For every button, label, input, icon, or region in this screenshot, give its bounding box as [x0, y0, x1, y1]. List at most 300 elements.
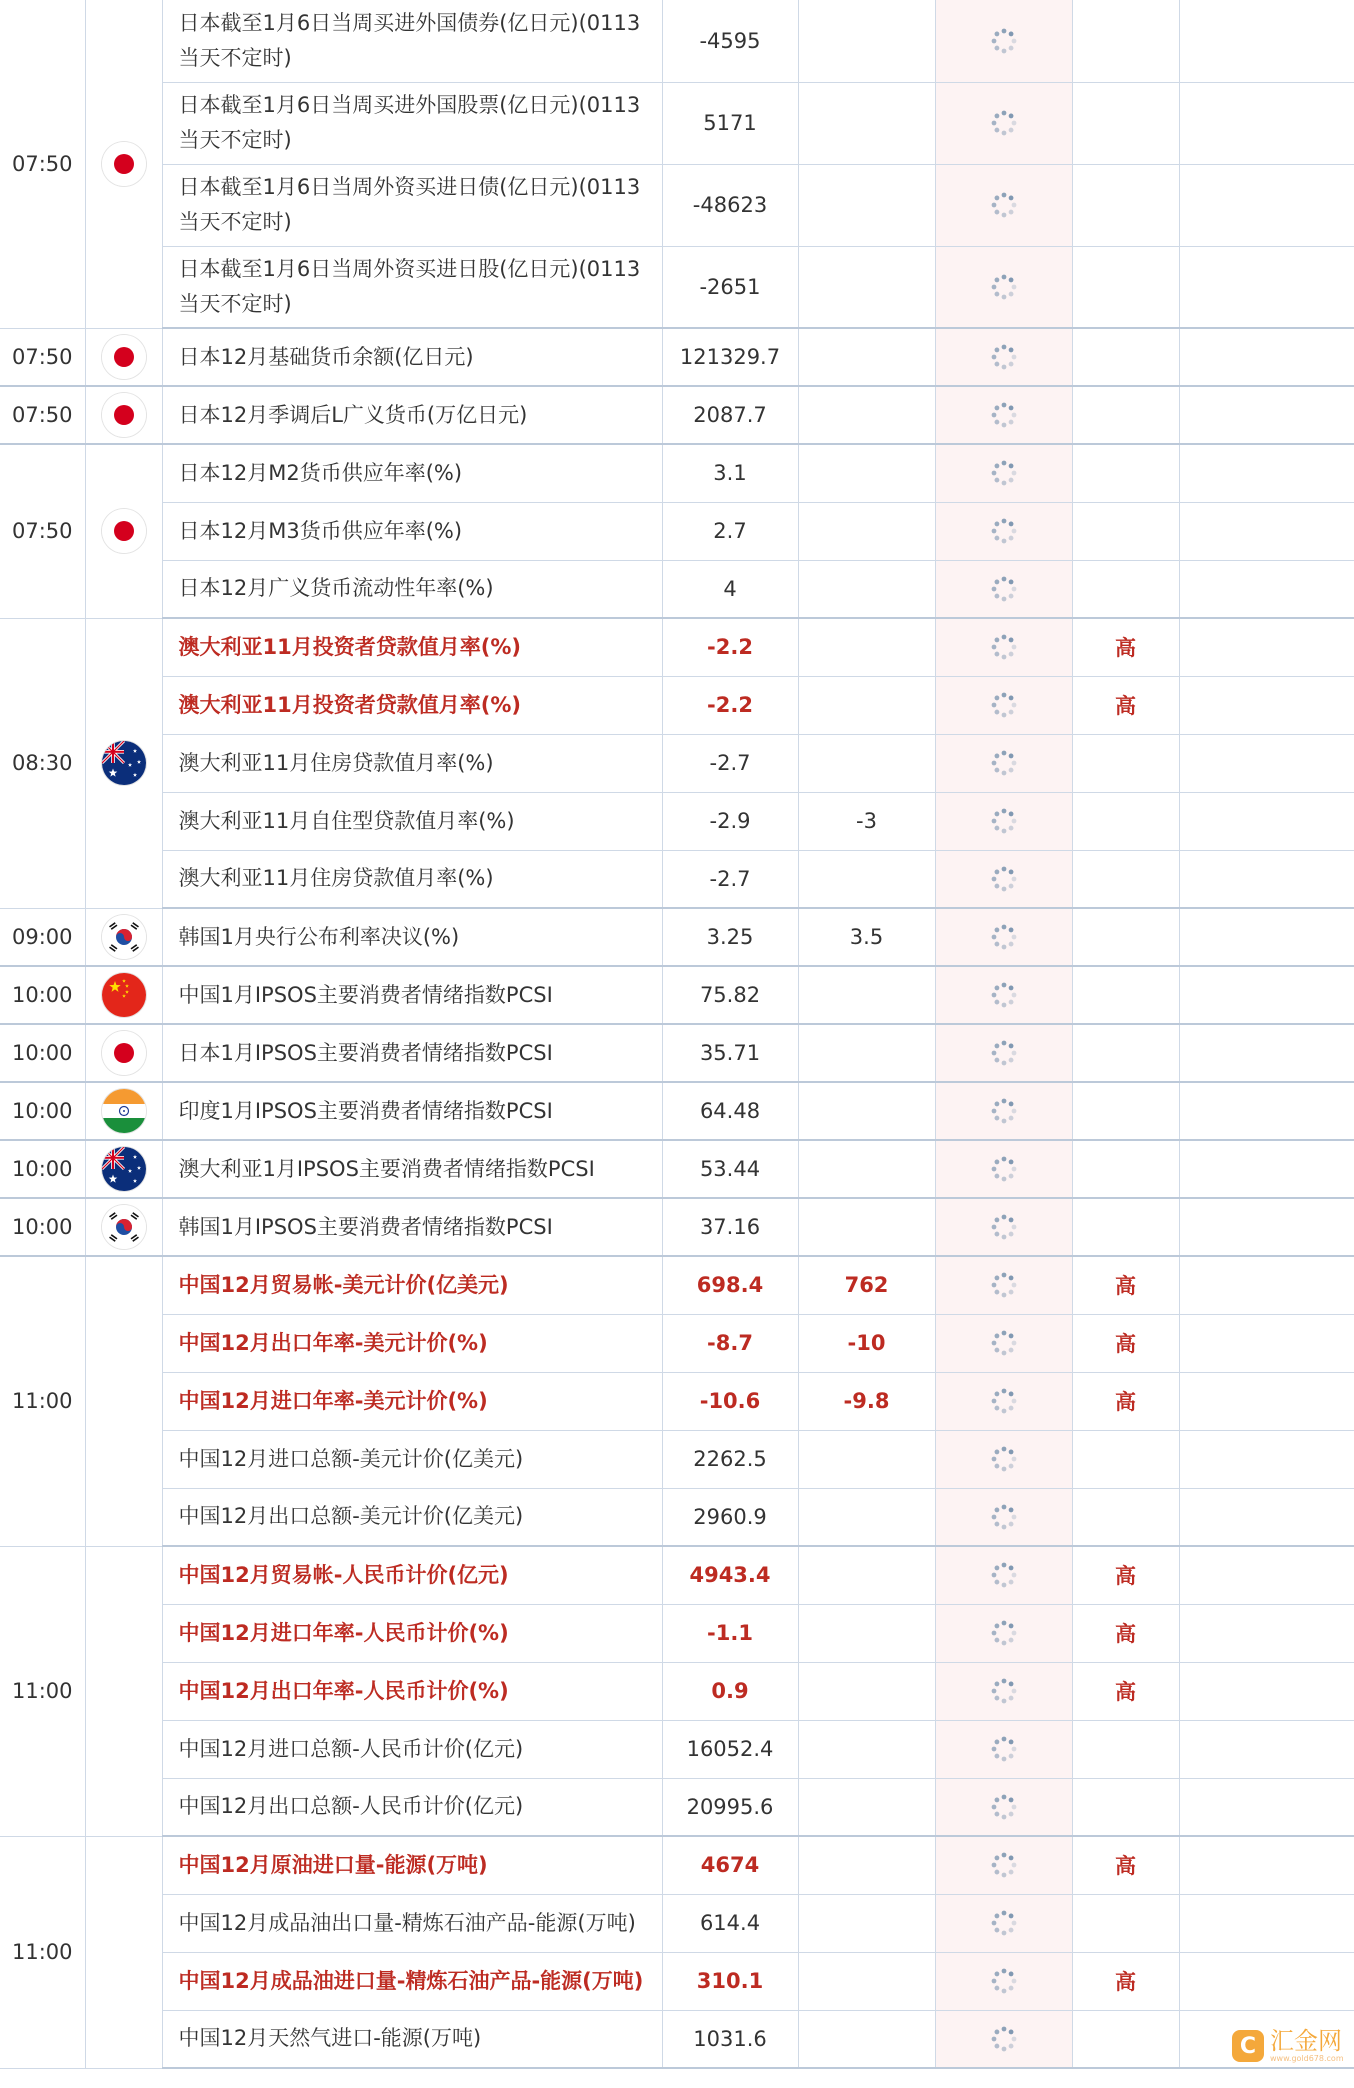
interpretation-cell [1179, 1836, 1354, 1894]
forecast-loading-cell [935, 164, 1072, 246]
japan-flag-icon [102, 509, 146, 553]
loading-spinner-icon [989, 1386, 1019, 1416]
country-flag-cell [85, 1256, 162, 1546]
loading-spinner-icon [989, 1038, 1019, 1068]
importance-badge [1072, 164, 1179, 246]
actual-value: 4943.4 [662, 1546, 798, 1604]
forecast-loading-cell [935, 1140, 1072, 1198]
forecast-loading-cell [935, 966, 1072, 1024]
loading-spinner-icon [989, 864, 1019, 894]
calendar-row [0, 502, 1354, 560]
calendar-row [0, 1836, 1354, 1894]
interpretation-cell [1179, 1952, 1354, 2010]
previous-value [798, 1662, 935, 1720]
calendar-row [0, 1662, 1354, 1720]
forecast-loading-cell [935, 386, 1072, 444]
previous-value: -10 [798, 1314, 935, 1372]
country-flag-cell [85, 0, 162, 328]
indicator-name: 澳大利亚11月投资者贷款值月率(%) [162, 618, 662, 676]
forecast-loading-cell [935, 1952, 1072, 2010]
interpretation-cell [1179, 792, 1354, 850]
australia-flag-icon [102, 1147, 146, 1191]
interpretation-cell [1179, 0, 1354, 82]
actual-value: 1031.6 [662, 2010, 798, 2068]
forecast-loading-cell [935, 1488, 1072, 1546]
actual-value: -2.2 [662, 676, 798, 734]
loading-spinner-icon [989, 922, 1019, 952]
importance-badge [1072, 792, 1179, 850]
forecast-loading-cell [935, 1372, 1072, 1430]
actual-value: -1.1 [662, 1604, 798, 1662]
interpretation-cell [1179, 1256, 1354, 1314]
loading-spinner-icon [989, 458, 1019, 488]
calendar-row [0, 1894, 1354, 1952]
calendar-row [0, 1024, 1354, 1082]
indicator-name: 日本12月M3货币供应年率(%) [162, 502, 662, 560]
indicator-name: 中国12月进口总额-人民币计价(亿元) [162, 1720, 662, 1778]
interpretation-cell [1179, 966, 1354, 1024]
previous-value [798, 676, 935, 734]
importance-badge [1072, 1024, 1179, 1082]
calendar-row [0, 1720, 1354, 1778]
interpretation-cell [1179, 1024, 1354, 1082]
country-flag-cell [85, 1024, 162, 1082]
actual-value: 5171 [662, 82, 798, 164]
actual-value: -2.7 [662, 850, 798, 908]
site-url: www.gold678.com [1270, 2054, 1344, 2063]
indicator-name: 中国1月IPSOS主要消费者情绪指数PCSI [162, 966, 662, 1024]
interpretation-cell [1179, 1546, 1354, 1604]
indicator-name: 中国12月成品油出口量-精炼石油产品-能源(万吨) [162, 1894, 662, 1952]
loading-spinner-icon [989, 1328, 1019, 1358]
calendar-row [0, 1314, 1354, 1372]
calendar-row [0, 618, 1354, 676]
previous-value: -3 [798, 792, 935, 850]
loading-spinner-icon [989, 190, 1019, 220]
forecast-loading-cell [935, 1314, 1072, 1372]
calendar-row [0, 1082, 1354, 1140]
actual-value: 2087.7 [662, 386, 798, 444]
japan-flag-icon [102, 335, 146, 379]
importance-badge [1072, 1140, 1179, 1198]
previous-value [798, 1488, 935, 1546]
calendar-row [0, 1140, 1354, 1198]
country-flag-cell [85, 386, 162, 444]
calendar-row [0, 1952, 1354, 2010]
importance-badge [1072, 734, 1179, 792]
loading-spinner-icon [989, 1618, 1019, 1648]
actual-value: 698.4 [662, 1256, 798, 1314]
indicator-name: 中国12月进口年率-人民币计价(%) [162, 1604, 662, 1662]
site-watermark [1232, 2026, 1344, 2066]
previous-value [798, 850, 935, 908]
importance-badge [1072, 386, 1179, 444]
actual-value: 2960.9 [662, 1488, 798, 1546]
previous-value [798, 1024, 935, 1082]
india-flag-icon [102, 1089, 146, 1133]
country-flag-cell [85, 444, 162, 618]
loading-spinner-icon [989, 690, 1019, 720]
loading-spinner-icon [989, 574, 1019, 604]
calendar-row [0, 1372, 1354, 1430]
calendar-row [0, 1488, 1354, 1546]
actual-value: -10.6 [662, 1372, 798, 1430]
australia-flag-icon [102, 741, 146, 785]
actual-value: 64.48 [662, 1082, 798, 1140]
importance-badge [1072, 1198, 1179, 1256]
loading-spinner-icon [989, 1096, 1019, 1126]
indicator-name: 中国12月原油进口量-能源(万吨) [162, 1836, 662, 1894]
previous-value [798, 966, 935, 1024]
release-time: 10:00 [0, 1024, 85, 1082]
forecast-loading-cell [935, 792, 1072, 850]
previous-value [798, 1198, 935, 1256]
loading-spinner-icon [989, 1908, 1019, 1938]
previous-value [798, 1778, 935, 1836]
forecast-loading-cell [935, 618, 1072, 676]
importance-badge: 高 [1072, 1546, 1179, 1604]
indicator-name: 日本截至1月6日当周外资买进日股(亿日元)(0113当天不定时) [162, 246, 662, 328]
actual-value: 20995.6 [662, 1778, 798, 1836]
indicator-name: 印度1月IPSOS主要消费者情绪指数PCSI [162, 1082, 662, 1140]
previous-value [798, 246, 935, 328]
calendar-row [0, 82, 1354, 164]
calendar-row [0, 386, 1354, 444]
release-time: 10:00 [0, 966, 85, 1024]
loading-spinner-icon [989, 516, 1019, 546]
interpretation-cell [1179, 1662, 1354, 1720]
forecast-loading-cell [935, 850, 1072, 908]
actual-value: -2651 [662, 246, 798, 328]
importance-badge [1072, 908, 1179, 966]
actual-value: -2.2 [662, 618, 798, 676]
loading-spinner-icon [989, 26, 1019, 56]
interpretation-cell [1179, 734, 1354, 792]
country-flag-cell [85, 618, 162, 908]
indicator-name: 中国12月天然气进口-能源(万吨) [162, 2010, 662, 2068]
importance-badge: 高 [1072, 1662, 1179, 1720]
actual-value: 4 [662, 560, 798, 618]
south-korea-flag-icon [102, 1205, 146, 1249]
interpretation-cell [1179, 328, 1354, 386]
indicator-name: 日本1月IPSOS主要消费者情绪指数PCSI [162, 1024, 662, 1082]
previous-value [798, 1836, 935, 1894]
indicator-name: 中国12月成品油进口量-精炼石油产品-能源(万吨) [162, 1952, 662, 2010]
calendar-row [0, 1256, 1354, 1314]
calendar-row [0, 164, 1354, 246]
loading-spinner-icon [989, 1734, 1019, 1764]
actual-value: 4674 [662, 1836, 798, 1894]
interpretation-cell [1179, 850, 1354, 908]
indicator-name: 日本截至1月6日当周外资买进日债(亿日元)(0113当天不定时) [162, 164, 662, 246]
country-flag-cell [85, 1140, 162, 1198]
country-flag-cell [85, 328, 162, 386]
calendar-row [0, 328, 1354, 386]
indicator-name: 日本12月基础货币余额(亿日元) [162, 328, 662, 386]
release-time: 09:00 [0, 908, 85, 966]
indicator-name: 中国12月贸易帐-人民币计价(亿元) [162, 1546, 662, 1604]
japan-flag-icon [102, 142, 146, 186]
actual-value: -8.7 [662, 1314, 798, 1372]
loading-spinner-icon [989, 632, 1019, 662]
previous-value [798, 1546, 935, 1604]
loading-spinner-icon [989, 272, 1019, 302]
forecast-loading-cell [935, 908, 1072, 966]
forecast-loading-cell [935, 444, 1072, 502]
importance-badge: 高 [1072, 1256, 1179, 1314]
release-time: 11:00 [0, 1256, 85, 1546]
loading-spinner-icon [989, 400, 1019, 430]
release-time: 11:00 [0, 1836, 85, 2068]
country-flag-cell [85, 1198, 162, 1256]
indicator-name: 中国12月进口总额-美元计价(亿美元) [162, 1430, 662, 1488]
importance-badge [1072, 1778, 1179, 1836]
interpretation-cell [1179, 1894, 1354, 1952]
actual-value: 310.1 [662, 1952, 798, 2010]
release-time: 11:00 [0, 1546, 85, 1836]
forecast-loading-cell [935, 1662, 1072, 1720]
previous-value [798, 1604, 935, 1662]
importance-badge [1072, 1894, 1179, 1952]
calendar-row [0, 246, 1354, 328]
forecast-loading-cell [935, 1256, 1072, 1314]
release-time: 07:50 [0, 0, 85, 328]
actual-value: 121329.7 [662, 328, 798, 386]
loading-spinner-icon [989, 1270, 1019, 1300]
interpretation-cell [1179, 1778, 1354, 1836]
indicator-name: 澳大利亚11月投资者贷款值月率(%) [162, 676, 662, 734]
forecast-loading-cell [935, 502, 1072, 560]
interpretation-cell [1179, 1372, 1354, 1430]
importance-badge: 高 [1072, 676, 1179, 734]
indicator-name: 中国12月贸易帐-美元计价(亿美元) [162, 1256, 662, 1314]
forecast-loading-cell [935, 0, 1072, 82]
actual-value: 3.25 [662, 908, 798, 966]
calendar-row [0, 908, 1354, 966]
previous-value [798, 1082, 935, 1140]
previous-value: 762 [798, 1256, 935, 1314]
release-time: 08:30 [0, 618, 85, 908]
calendar-row [0, 850, 1354, 908]
importance-badge: 高 [1072, 1604, 1179, 1662]
country-flag-cell [85, 966, 162, 1024]
forecast-loading-cell [935, 1546, 1072, 1604]
loading-spinner-icon [989, 1966, 1019, 1996]
forecast-loading-cell [935, 1894, 1072, 1952]
previous-value [798, 328, 935, 386]
actual-value: 2.7 [662, 502, 798, 560]
importance-badge [1072, 82, 1179, 164]
forecast-loading-cell [935, 2010, 1072, 2068]
release-time: 07:50 [0, 444, 85, 618]
indicator-name: 中国12月出口年率-人民币计价(%) [162, 1662, 662, 1720]
indicator-name: 日本12月M2货币供应年率(%) [162, 444, 662, 502]
calendar-row [0, 0, 1354, 82]
calendar-row [0, 560, 1354, 618]
release-time: 10:00 [0, 1082, 85, 1140]
calendar-row [0, 1198, 1354, 1256]
interpretation-cell [1179, 618, 1354, 676]
china-flag-icon [102, 973, 146, 1017]
indicator-name: 韩国1月央行公布利率决议(%) [162, 908, 662, 966]
interpretation-cell [1179, 164, 1354, 246]
previous-value [798, 734, 935, 792]
interpretation-cell [1179, 676, 1354, 734]
interpretation-cell [1179, 1140, 1354, 1198]
actual-value: -48623 [662, 164, 798, 246]
loading-spinner-icon [989, 1792, 1019, 1822]
country-flag-cell [85, 1836, 162, 2068]
interpretation-cell [1179, 908, 1354, 966]
previous-value [798, 502, 935, 560]
indicator-name: 中国12月进口年率-美元计价(%) [162, 1372, 662, 1430]
japan-flag-icon [102, 1031, 146, 1075]
importance-badge: 高 [1072, 618, 1179, 676]
importance-badge [1072, 850, 1179, 908]
country-flag-cell [85, 908, 162, 966]
previous-value [798, 164, 935, 246]
forecast-loading-cell [935, 1836, 1072, 1894]
interpretation-cell [1179, 1720, 1354, 1778]
release-time: 07:50 [0, 328, 85, 386]
loading-spinner-icon [989, 108, 1019, 138]
importance-badge [1072, 1720, 1179, 1778]
indicator-name: 中国12月出口总额-人民币计价(亿元) [162, 1778, 662, 1836]
calendar-row [0, 1604, 1354, 1662]
previous-value [798, 444, 935, 502]
country-flag-cell [85, 1082, 162, 1140]
interpretation-cell [1179, 444, 1354, 502]
calendar-row [0, 676, 1354, 734]
interpretation-cell [1179, 1488, 1354, 1546]
previous-value [798, 1952, 935, 2010]
actual-value: 614.4 [662, 1894, 798, 1952]
indicator-name: 韩国1月IPSOS主要消费者情绪指数PCSI [162, 1198, 662, 1256]
loading-spinner-icon [989, 1444, 1019, 1474]
importance-badge [1072, 1488, 1179, 1546]
importance-badge [1072, 966, 1179, 1024]
previous-value [798, 618, 935, 676]
site-logo-icon: C [1232, 2030, 1264, 2062]
previous-value [798, 1894, 935, 1952]
forecast-loading-cell [935, 1604, 1072, 1662]
indicator-name: 澳大利亚11月住房贷款值月率(%) [162, 734, 662, 792]
indicator-name: 日本截至1月6日当周买进外国债券(亿日元)(0113当天不定时) [162, 0, 662, 82]
importance-badge [1072, 2010, 1179, 2068]
release-time: 10:00 [0, 1140, 85, 1198]
calendar-row [0, 2010, 1354, 2068]
forecast-loading-cell [935, 82, 1072, 164]
loading-spinner-icon [989, 980, 1019, 1010]
previous-value [798, 2010, 935, 2068]
indicator-name: 澳大利亚11月住房贷款值月率(%) [162, 850, 662, 908]
actual-value: 3.1 [662, 444, 798, 502]
loading-spinner-icon [989, 1212, 1019, 1242]
actual-value: 2262.5 [662, 1430, 798, 1488]
forecast-loading-cell [935, 1024, 1072, 1082]
calendar-row [0, 1546, 1354, 1604]
calendar-row [0, 734, 1354, 792]
loading-spinner-icon [989, 806, 1019, 836]
interpretation-cell [1179, 1314, 1354, 1372]
release-time: 10:00 [0, 1198, 85, 1256]
interpretation-cell [1179, 246, 1354, 328]
actual-value: 16052.4 [662, 1720, 798, 1778]
interpretation-cell [1179, 1082, 1354, 1140]
interpretation-cell [1179, 386, 1354, 444]
calendar-row [0, 444, 1354, 502]
loading-spinner-icon [989, 1850, 1019, 1880]
importance-badge [1072, 1430, 1179, 1488]
previous-value [798, 82, 935, 164]
importance-badge: 高 [1072, 1372, 1179, 1430]
actual-value: -2.7 [662, 734, 798, 792]
loading-spinner-icon [989, 1154, 1019, 1184]
calendar-row [0, 1430, 1354, 1488]
importance-badge [1072, 0, 1179, 82]
actual-value: -2.9 [662, 792, 798, 850]
calendar-row [0, 792, 1354, 850]
forecast-loading-cell [935, 1430, 1072, 1488]
loading-spinner-icon [989, 1560, 1019, 1590]
loading-spinner-icon [989, 342, 1019, 372]
interpretation-cell [1179, 502, 1354, 560]
forecast-loading-cell [935, 560, 1072, 618]
actual-value: 35.71 [662, 1024, 798, 1082]
loading-spinner-icon [989, 748, 1019, 778]
indicator-name: 日本12月广义货币流动性年率(%) [162, 560, 662, 618]
indicator-name: 日本12月季调后L广义货币(万亿日元) [162, 386, 662, 444]
forecast-loading-cell [935, 676, 1072, 734]
forecast-loading-cell [935, 1720, 1072, 1778]
previous-value [798, 560, 935, 618]
indicator-name: 澳大利亚1月IPSOS主要消费者情绪指数PCSI [162, 1140, 662, 1198]
loading-spinner-icon [989, 2024, 1019, 2054]
previous-value [798, 1720, 935, 1778]
interpretation-cell [1179, 1604, 1354, 1662]
previous-value: 3.5 [798, 908, 935, 966]
importance-badge: 高 [1072, 1836, 1179, 1894]
country-flag-cell [85, 1546, 162, 1836]
importance-badge: 高 [1072, 1314, 1179, 1372]
site-name: 汇金网 [1270, 2027, 1342, 2055]
importance-badge [1072, 246, 1179, 328]
previous-value: -9.8 [798, 1372, 935, 1430]
forecast-loading-cell [935, 1778, 1072, 1836]
japan-flag-icon [102, 393, 146, 437]
previous-value [798, 1140, 935, 1198]
interpretation-cell [1179, 82, 1354, 164]
actual-value: 53.44 [662, 1140, 798, 1198]
forecast-loading-cell [935, 246, 1072, 328]
release-time: 07:50 [0, 386, 85, 444]
importance-badge [1072, 1082, 1179, 1140]
forecast-loading-cell [935, 328, 1072, 386]
calendar-row [0, 966, 1354, 1024]
actual-value: 0.9 [662, 1662, 798, 1720]
forecast-loading-cell [935, 1082, 1072, 1140]
previous-value [798, 1430, 935, 1488]
actual-value: -4595 [662, 0, 798, 82]
indicator-name: 日本截至1月6日当周买进外国股票(亿日元)(0113当天不定时) [162, 82, 662, 164]
actual-value: 37.16 [662, 1198, 798, 1256]
south-korea-flag-icon [102, 915, 146, 959]
loading-spinner-icon [989, 1676, 1019, 1706]
forecast-loading-cell [935, 1198, 1072, 1256]
indicator-name: 中国12月出口年率-美元计价(%) [162, 1314, 662, 1372]
forecast-loading-cell [935, 734, 1072, 792]
importance-badge: 高 [1072, 1952, 1179, 2010]
